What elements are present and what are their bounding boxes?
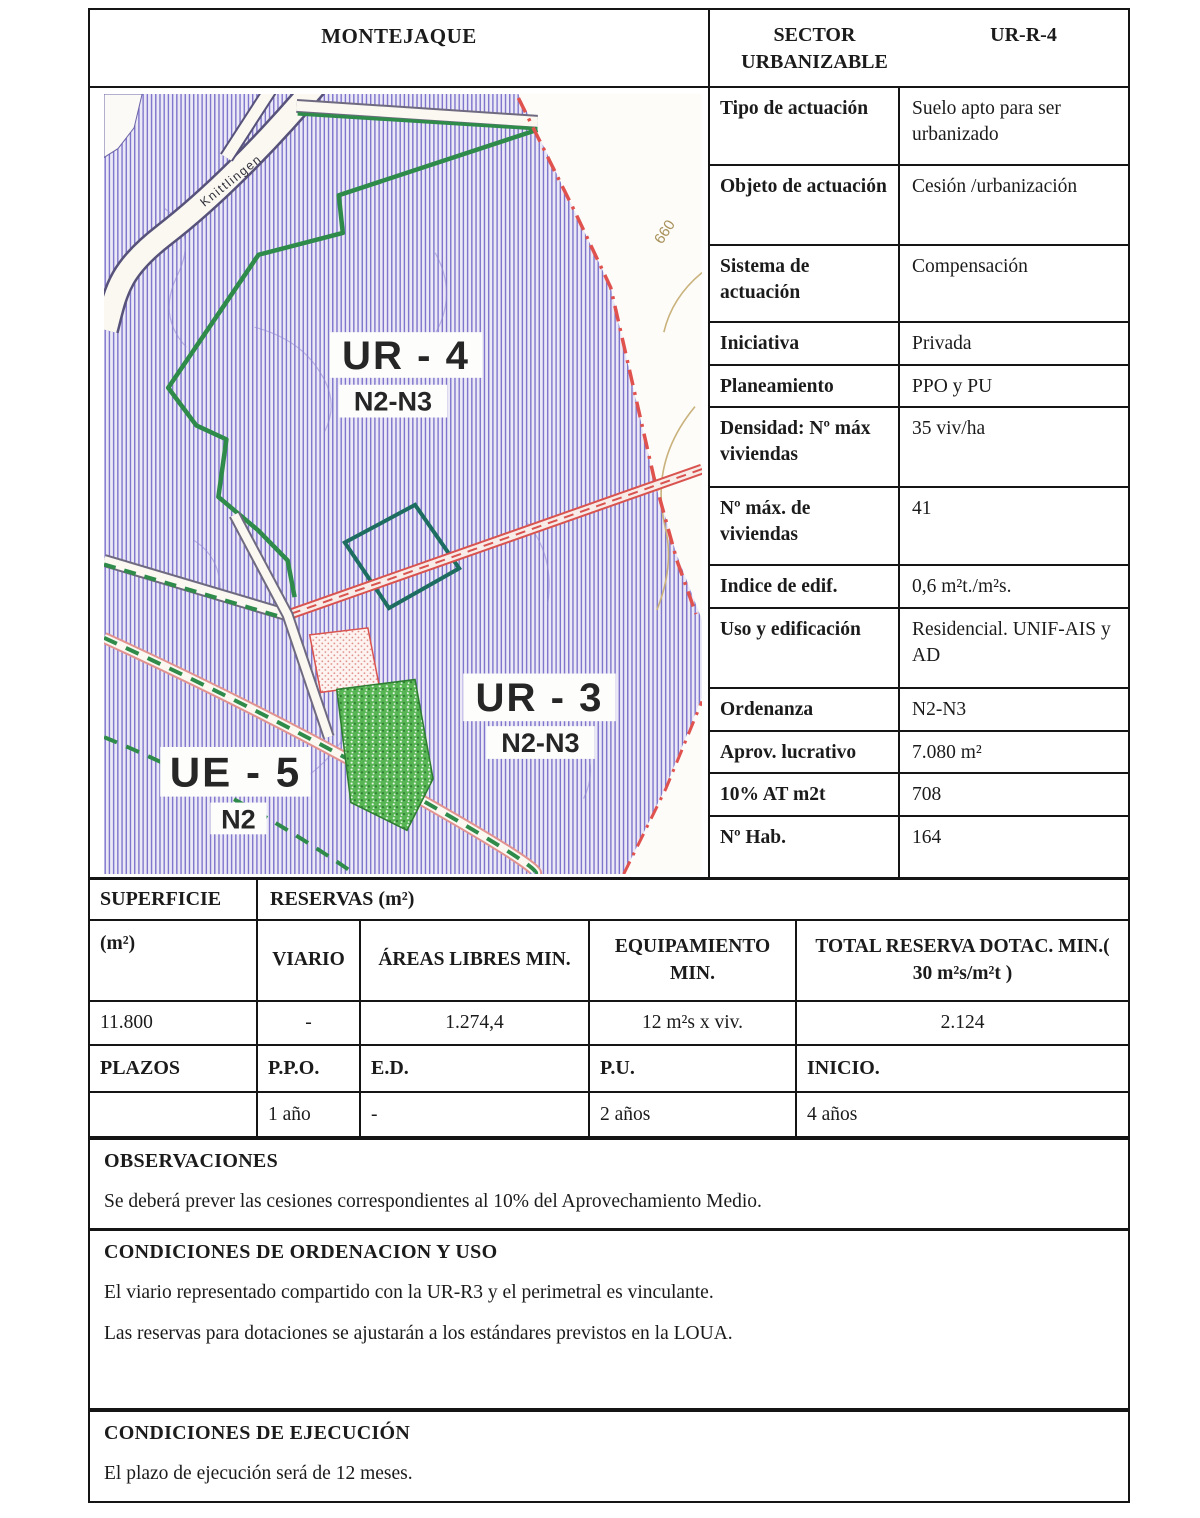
- map-cell: [90, 88, 708, 877]
- condiciones-ejecucion-section: [90, 1408, 1128, 1501]
- sector-header: [708, 10, 1128, 86]
- table-row: [710, 730, 1128, 772]
- attr-value: 41: [912, 498, 932, 519]
- table-row: [710, 364, 1128, 406]
- plazos-title: PLAZOS: [100, 1057, 181, 1079]
- observaciones-title: OBSERVACIONES: [104, 1150, 278, 1172]
- observaciones-text: Se deberá prever las cesiones correspondientes al 10% del Aprovechamiento Medio.: [104, 1191, 762, 1212]
- plazos-values-row: [90, 1091, 1128, 1136]
- column-header: ÁREAS LIBRES MIN.: [359, 921, 588, 1000]
- attr-value: PPO y PU: [912, 376, 993, 397]
- condiciones-ordenacion-line2: Las reservas para dotaciones se ajustarán a los estándares previstos en la LOUA.: [104, 1323, 733, 1345]
- table-row: [710, 486, 1128, 564]
- planning-sheet: [88, 8, 1130, 1503]
- sector-type-label: SECTOR URBANIZABLE: [741, 24, 888, 73]
- condiciones-ejecucion-text: El plazo de ejecución será de 12 meses.: [104, 1463, 413, 1484]
- column-header: E.D.: [359, 1046, 588, 1091]
- zoning-map: [104, 94, 702, 874]
- column-header: P.U.: [588, 1046, 795, 1091]
- attr-label: Objeto de actuación: [710, 166, 900, 244]
- table-cell: 2 años: [588, 1093, 795, 1136]
- reservas-title: RESERVAS (m²): [256, 880, 1128, 919]
- table-cell: 4 años: [795, 1093, 1128, 1136]
- table-cell: 12 m²s x viv.: [588, 1002, 795, 1044]
- table-row: [710, 564, 1128, 607]
- pink-stipple-parcel: [310, 628, 379, 693]
- condiciones-ejecucion-title: CONDICIONES DE EJECUCIÓN: [104, 1422, 411, 1444]
- condiciones-ordenacion-line1: El viario representado compartido con la UR-R3 y el perimetral es vinculante.: [104, 1282, 714, 1303]
- ur4-label: UR - 4: [342, 334, 471, 378]
- attr-value: 0,6 m²t./m²s.: [912, 576, 1012, 597]
- table-row: [710, 406, 1128, 486]
- plazos-row: [90, 1044, 1128, 1091]
- attr-label: Planeamiento: [710, 366, 900, 406]
- street-name-label: Knittlingen: [197, 151, 265, 210]
- attr-label: Indice de edif.: [710, 566, 900, 607]
- attr-label: Sistema de actuación: [710, 246, 900, 321]
- attr-label: Tipo de actuación: [710, 88, 900, 164]
- table-row: [710, 164, 1128, 244]
- ur4-zone-label: N2-N3: [353, 386, 433, 417]
- attr-label: 10% AT m2t: [710, 774, 900, 815]
- attr-label: Ordenanza: [710, 689, 900, 730]
- table-row: [710, 244, 1128, 321]
- condiciones-ordenacion-section: [90, 1228, 1128, 1408]
- sector-code-label: UR-R-4: [990, 24, 1057, 46]
- column-header: (m²): [100, 933, 136, 954]
- attr-value: Cesión /urbanización: [912, 176, 1078, 197]
- attr-label: Nº máx. de viviendas: [710, 488, 900, 564]
- attr-value: 164: [912, 827, 942, 848]
- table-cell: 1.274,4: [359, 1002, 588, 1044]
- attr-value: Suelo apto para ser urbanizado: [912, 98, 1061, 145]
- table-row: [710, 607, 1128, 687]
- table-cell: 2.124: [795, 1002, 1128, 1044]
- ur3-zone-label: N2-N3: [501, 728, 580, 758]
- observaciones-section: [90, 1136, 1128, 1228]
- reservas-values-row: [90, 1000, 1128, 1044]
- sector-attributes-table: [708, 88, 1128, 877]
- table-row: [710, 687, 1128, 730]
- column-header: VIARIO: [256, 921, 359, 1000]
- main-row: [90, 86, 1128, 877]
- table-cell: -: [359, 1093, 588, 1136]
- attr-label: Iniciativa: [710, 323, 900, 364]
- header-row: [90, 10, 1128, 86]
- table-row: [710, 321, 1128, 364]
- municipality-title: MONTEJAQUE: [321, 24, 477, 48]
- ue5-zone-label: N2: [221, 804, 256, 835]
- attr-value: Residencial. UNIF-AIS y AD: [912, 619, 1111, 666]
- attr-value: Privada: [912, 333, 972, 354]
- table-cell: 1 año: [256, 1093, 359, 1136]
- ue5-label: UE - 5: [169, 748, 302, 796]
- attr-label: Aprov. lucrativo: [710, 732, 900, 772]
- table-row: [710, 88, 1128, 164]
- superficie-title: SUPERFICIE: [100, 888, 222, 910]
- attr-value: 708: [912, 784, 942, 805]
- reservas-columns-row: [90, 919, 1128, 1000]
- column-header: TOTAL RESERVA DOTAC. MIN.( 30 m²s/m²t ): [795, 921, 1128, 1000]
- attr-label: Nº Hab.: [710, 817, 900, 877]
- attr-label: Uso y edificación: [710, 609, 900, 687]
- attr-value: 7.080 m²: [912, 742, 982, 763]
- contour-elevation-label: 660: [650, 216, 679, 248]
- table-row: [710, 772, 1128, 815]
- table-cell: -: [256, 1002, 359, 1044]
- attr-value: 35 viv/ha: [912, 418, 986, 439]
- table-cell: [90, 1093, 256, 1136]
- table-row: [710, 815, 1128, 877]
- column-header: INICIO.: [795, 1046, 1128, 1091]
- ur3-label: UR - 3: [475, 676, 604, 721]
- attr-value: Compensación: [912, 256, 1028, 277]
- column-header: P.P.O.: [256, 1046, 359, 1091]
- zoning-map-svg: [104, 94, 702, 874]
- attr-value: N2-N3: [912, 699, 967, 720]
- attr-label: Densidad: Nº máx viviendas: [710, 408, 900, 486]
- superficie-row: [90, 877, 1128, 919]
- condiciones-ordenacion-title: CONDICIONES DE ORDENACION Y USO: [104, 1241, 498, 1263]
- column-header: EQUIPAMIENTO MIN.: [588, 921, 795, 1000]
- table-cell: 11.800: [100, 1012, 153, 1033]
